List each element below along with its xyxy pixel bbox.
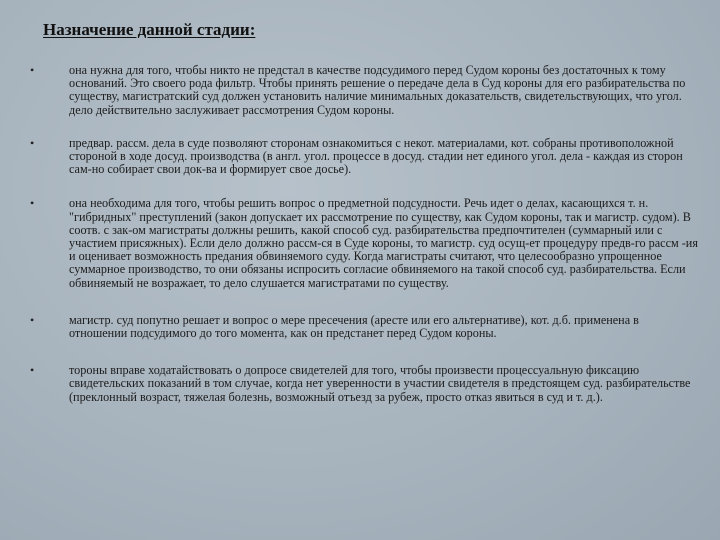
bullet-list — [30, 64, 698, 404]
bullet-item — [30, 137, 698, 177]
bullet-item — [30, 197, 698, 289]
bullet-text: она необходима для того, чтобы решить вопрос о предметной подсудности. Речь идет о делах, касающихся т. н. "гибридных" преступлений (закон допускает их рассмотрение по существу, как Судом короны, так и магистр. судом). В соотв. с зак-ом магистраты должны решить, какой способ суд. разбирательства предпочтителен (суммарный или с участием присяжных). Если дело должно рассм-ся в Суде короны, то магистр. суд осущ-ет процедуру предв-го рассм -ия и оценивает возможность предания обвиняемого суду. Когда магистраты считают, что целесообразно упрощенное суммарное производство, то они обязаны испросить согласие обвиняемого на такой способ суд. разбирательства. Если обвиняемый не возражает, то дело слушается магистратами по существу. — [69, 196, 698, 290]
bullet-text: тороны вправе ходатайствовать о допросе свидетелей для того, чтобы произвести процессуальную фиксацию свидетельских показаний в том случае, когда нет уверенности в участии свидетеля в предстоящем суд. разбирательстве (преклонный возраст, тяжелая болезнь, возможный отъезд за рубеж, просто отказ явиться в суд и т. д.). — [69, 363, 691, 404]
bullet-item — [30, 64, 698, 117]
bullet-marker: • — [30, 135, 35, 150]
slide-title: Назначение данной стадии: — [43, 20, 256, 39]
bullet-text: предвар. рассм. дела в суде позволяют сторонам ознакомиться с некот. материалами, кот. собраны противоположной стороной в ходе досуд. производства (в англ. угол. процессе в досуд. стадии нет единого угол. дела - каждая из сторон сам-но собирает свои док-ва и формирует свое досье). — [69, 135, 683, 177]
bullet-text: магистр. суд попутно решает и вопрос о мере пресечения (аресте или его альтернативе), кот. д.б. применена в отношении подсудимого до того момента, как он предстанет перед Судом короны. — [69, 312, 639, 341]
bullet-text: она нужна для того, чтобы никто не предстал в качестве подсудимого перед Судом короны без достаточных к тому оснований. Это своего рода фильтр. Чтобы принять решение о передаче дела в Суд короны для его разбирательства по существу, магистратский суд должен установить наличие минимальных доказательств, свидетельствующих, что угол. дело действительно заслуживает рассмотрения Судом короны. — [69, 63, 686, 117]
bullet-item — [30, 314, 698, 340]
bullet-marker: • — [30, 363, 35, 378]
bullet-item — [30, 364, 698, 404]
bullet-marker: • — [30, 312, 35, 327]
bullet-marker: • — [30, 196, 35, 211]
bullet-marker: • — [30, 63, 35, 77]
